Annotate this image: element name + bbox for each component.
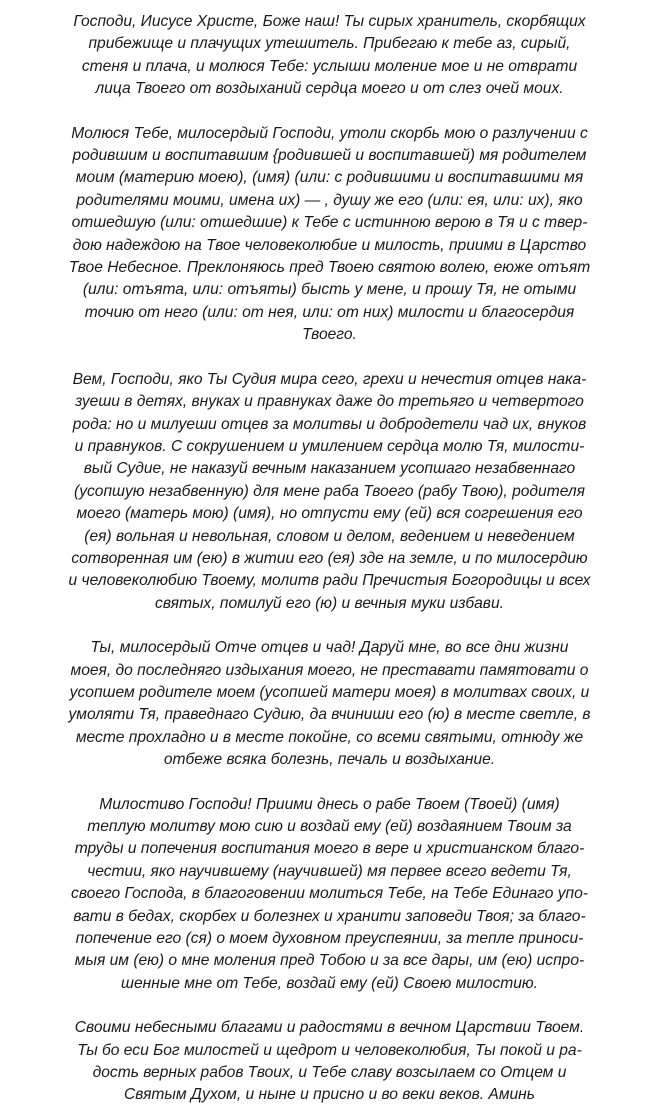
text-line: Твое Небесное. Преклоняюсь пред Твоею святою волею, еюже отъят xyxy=(68,259,591,277)
text-line: лица Твоего от воздыханий сердца моего и от слез очей моих. xyxy=(95,80,564,98)
text-line: святых, помилуй его (ю) и вечныя муки избави. xyxy=(155,594,504,612)
paragraph-6 xyxy=(12,1017,647,1107)
text-line: моим (материю моею), (имя) (или: с родившими и воспитавшими мя xyxy=(75,169,584,187)
paragraph-1 xyxy=(12,11,647,101)
text-line: труды и попечения воспитания моего в вере и христианском благо- xyxy=(74,840,585,858)
text-line: Ты, милосердый Отче отцев и чад! Даруй мне, во все дни жизни xyxy=(90,639,569,657)
text-line: Святым Духом, и ныне и присно и во веки веков. Аминь xyxy=(124,1086,535,1104)
text-line: моего (матерь мою) (имя), но отпусти ему (ей) вся согрешения его xyxy=(76,505,583,523)
text-line: (ея) вольная и невольная, словом и делом, ведением и неведением xyxy=(84,527,575,545)
paragraph-3 xyxy=(12,369,647,615)
text-line: шенные мне от Тебе, воздай ему (ей) Своею милостию. xyxy=(121,974,538,992)
text-line: Твоего. xyxy=(302,326,357,344)
text-line: вати в бедах, скорбех и болезнех и хранити заповеди Твоя; за благо- xyxy=(73,907,586,925)
text-line: отбеже всяка болезнь, печаль и воздыхание. xyxy=(163,751,496,769)
text-line: рода: но и милуеши отцев за молитвы и добродетели чад их, внуков xyxy=(72,415,587,433)
text-line: Молюся Тебе, милосердый Господи, утоли скорбь мою о разлучении с xyxy=(71,124,588,142)
paragraph-5 xyxy=(12,794,647,996)
text-line: (усопшую незабвенную) для мене раба Твоего (рабу Твою), родителя xyxy=(74,482,585,500)
text-line: отшедшую (или: отшедшие) к Тебе с истинною верою в Тя и с твер- xyxy=(71,214,588,232)
text-line: сотворенная им (ею) в житии его (ея) зде на земле, и по милосердию xyxy=(71,549,588,567)
text-line: и правнуков. С сокрушением и умилением сердца молю Тя, милости- xyxy=(74,437,585,455)
text-line: умоляти Тя, праведнаго Судию, да вчиниши его (ю) в месте светле, в xyxy=(68,706,591,724)
text-line: вый Судие, не наказуй вечным наказанием усопшаго незабвеннаго xyxy=(83,460,576,478)
text-line: моея, до последняго издыхания моего, не преставати памятовати о xyxy=(70,661,589,679)
text-line: своего Господа, в благоговении молиться Тебе, на Тебе Единаго упо- xyxy=(71,885,588,903)
text-line: попечение его (ся) о моем духовном преуспеянии, за тепле приноси- xyxy=(75,930,584,948)
text-line: родителями моими, имена их) — , душу же его (или: ея, или: их), яко xyxy=(76,191,583,209)
text-line: (или: отъята, или: отъяты) бысть у мене, и прошу Тя, не отыми xyxy=(82,281,577,299)
text-line: теплую молитву мою сию и воздай ему (ей) воздаянием Твоим за xyxy=(87,818,572,835)
paragraph-2 xyxy=(12,123,647,347)
text-line: Вем, Господи, яко Ты Судия мира сего, грехи и нечестия отцев нака- xyxy=(72,370,587,388)
text-line: Милостиво Господи! Приими днесь о рабе Твоем (Твоей) (имя) xyxy=(99,795,560,813)
paragraph-4 xyxy=(12,637,647,771)
text-line: Господи, Иисусе Христе, Боже наш! Ты сирых хранитель, скорбящих xyxy=(73,13,586,30)
text-line: месте прохладно и в месте покойне, со всеми святыми, отнюду же xyxy=(75,728,584,746)
text-line: дость верных рабов Твоих, и Тебе славу возсылаем со Отцем и xyxy=(92,1064,567,1082)
text-line: Своими небесными благами и радостями в вечном Царствии Твоем. xyxy=(74,1019,585,1037)
text-line: родившим и воспитавшим {родившей и воспитавшей) мя родителем xyxy=(72,147,587,165)
text-line: зуеши в детях, внуках и правнуках даже до третьяго и четвертого xyxy=(75,393,584,411)
text-line: мыя им (ею) о мне моления пред Тобою и за все дары, им (ею) испро- xyxy=(74,952,585,970)
text-line: усопшем родителе моем (усопшей матери моея) в молитвах своих, и xyxy=(69,683,590,701)
text-line: и человеколюбию Твоему, молитв ради Пречистыя Богородицы и всех xyxy=(68,572,591,590)
text-line: точию от него (или: от нея, или: от них) милости и благосердия xyxy=(84,303,575,321)
text-line: стеня и плача, и молюся Тебе: услыши моление мое и не отврати xyxy=(81,57,578,75)
text-line: дою надеждою на Твое человеколюбие и милость, приими в Царство xyxy=(72,236,587,254)
text-line: прибежище и плачущих утешитель. Прибегаю к тебе аз, сирый, xyxy=(88,35,571,53)
text-line: Ты бо еси Бог милостей и щедрот и человеколюбия, Ты покой и ра- xyxy=(77,1041,582,1059)
text-line: честии, яко научившему (научившей) мя первее всего ведети Тя, xyxy=(87,862,572,880)
